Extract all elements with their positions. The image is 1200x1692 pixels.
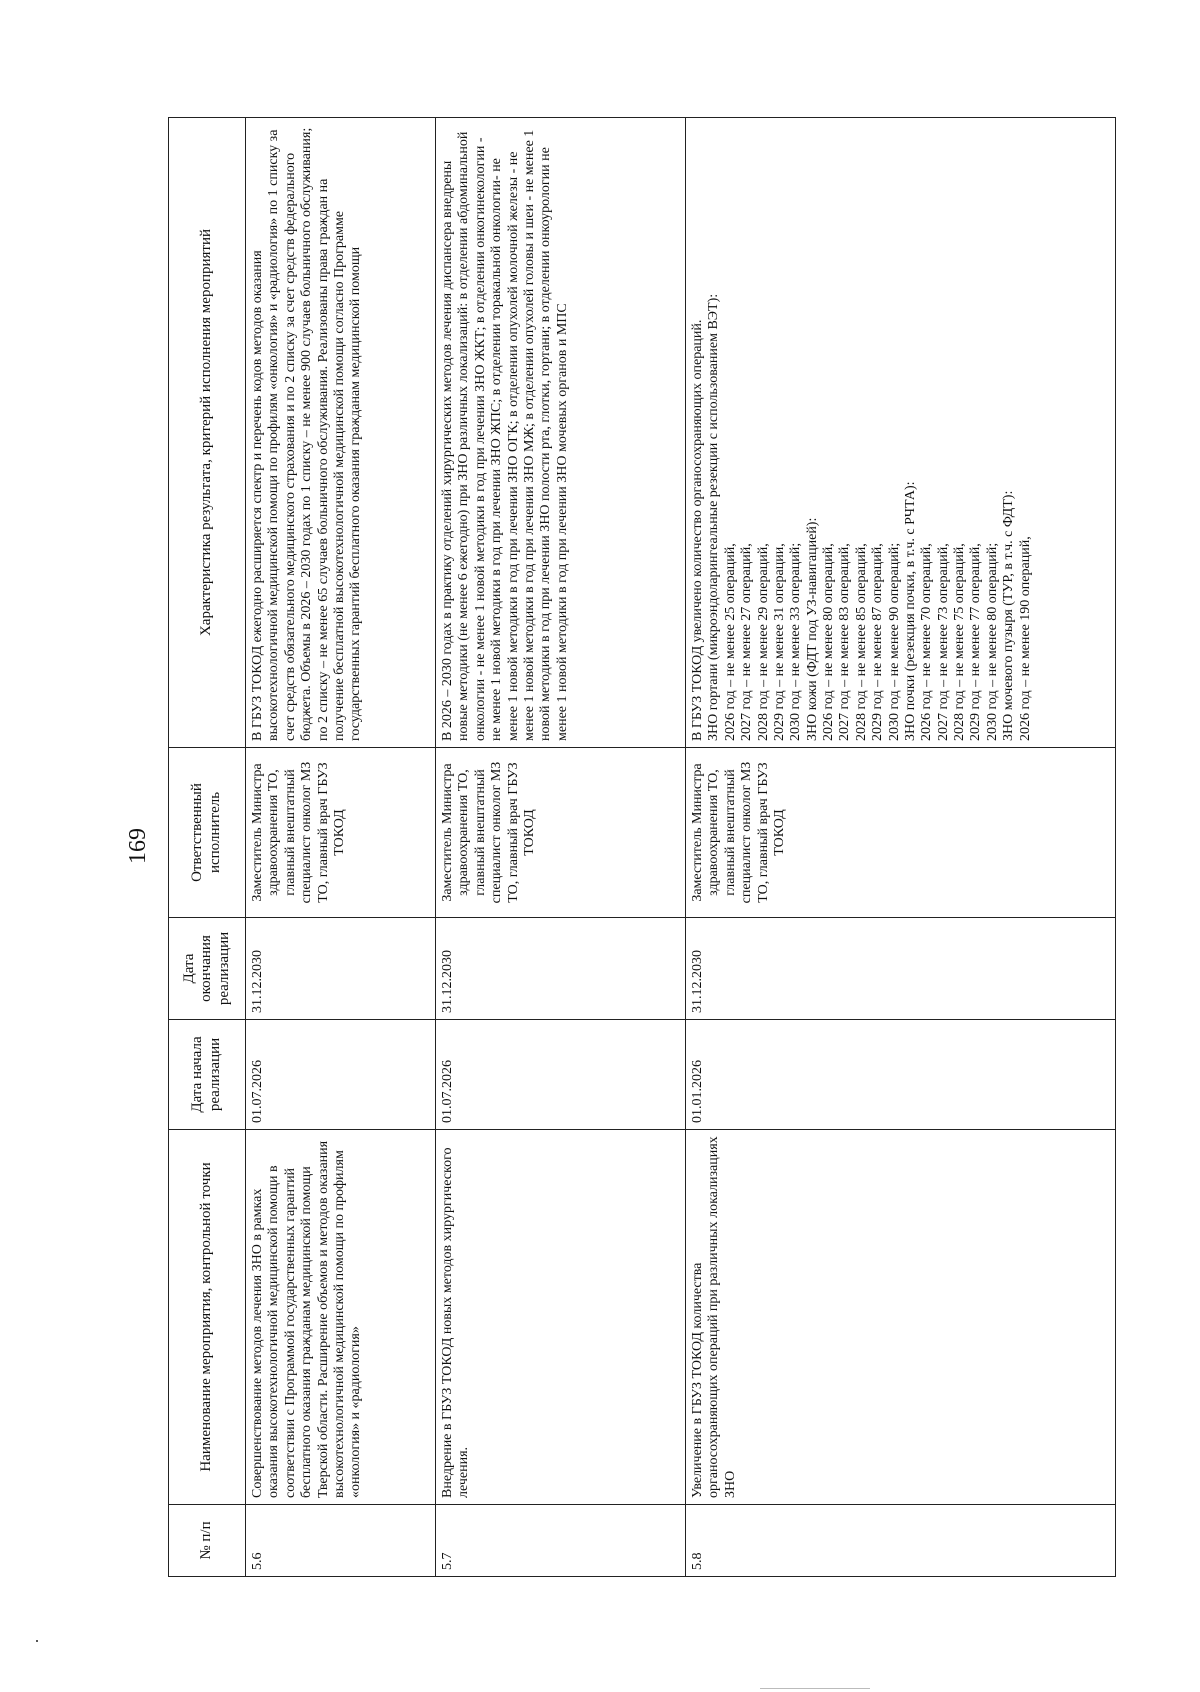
- char-line: 2028 год – не менее 85 операций,: [853, 543, 869, 741]
- row-name: Внедрение в ГБУЗ ТОКОД новых методов хирургического лечения.: [436, 1130, 686, 1505]
- table-row: [686, 118, 1116, 1577]
- page-number: 169: [125, 828, 151, 864]
- char-line: 2029 год – не менее 77 операций,: [968, 543, 984, 741]
- row-responsible: Заместитель Министра здравоохранения ТО, главный внештатный специалист онколог МЗ ТО, главный врач ГБУЗ ТОКОД: [246, 748, 436, 918]
- row-characteristic: В ГБУЗ ТОКОД ежегодно расширяется спектр и перечень кодов методов оказания высокотехнологичной медицинской помощи по профилям «онкология» и «радиология» по 1 списку за счет средств обязательного медицинского страхования и по 2 списку за счет средств федерального бюджета. Объемы в 2026 – 2030 годах по 1 списку – не менее 900 случаев больничного обслуживания; по 2 списку – не менее 65 случаев больничного обслуживания. Реализованы права граждан на получение бесплатной высокотехнологичной медицинской помощи согласно Программе государственных гарантий бесплатного оказания гражданам медицинской помощи: [246, 118, 436, 748]
- table-row: [246, 118, 436, 1577]
- row-num: 5.8: [686, 1505, 1116, 1577]
- row-start: 01.01.2026: [686, 1020, 1116, 1130]
- char-line: ЗНО кожи (ФДТ под УЗ-навигацией):: [804, 517, 820, 741]
- row-start: 01.07.2026: [436, 1020, 686, 1130]
- header-num: № п/п: [169, 1505, 246, 1577]
- row-name: Увеличение в ГБУЗ ТОКОД количества органосохраняющих операций при различных локализациях ЗНО: [686, 1130, 1116, 1505]
- row-characteristic: В 2026 – 2030 годах в практику отделений хирургических методов лечения диспансера внедрены новые методики (не менее 6 ежегодно) при ЗНО различных локализаций: в отделении абдоминальной онкологии - не менее 1 новой методики в год при лечении ЗНО ЖКТ; в отделении онкогинекологии - не менее 1 новой методики в год при лечении ЗНО ЖПС; в отделении торакальной онкологии- не менее 1 новой методики в год при лечении ЗНО ОГК; в отделении опухолей молочной железы - не менее 1 новой методики в год при лечении ЗНО МЖ; в отделении опухолей головы и шеи - не менее 1 новой методики в год при лечении ЗНО полости рта, глотки, гортани; в отделении онкоурологии не менее 1 новой методики в год при лечении ЗНО мочевых органов и МПС: [436, 118, 686, 748]
- char-line: 2026 год – не менее 70 операций,: [919, 543, 935, 741]
- row-end: 31.12.2030: [436, 918, 686, 1020]
- scan-speck: [36, 1640, 38, 1642]
- header-responsible: Ответственный исполнитель: [169, 748, 246, 918]
- table-header-row: [169, 118, 246, 1577]
- header-start: Дата начала реализации: [169, 1020, 246, 1130]
- char-line: 2026 год – не менее 25 операций,: [722, 543, 738, 741]
- header-end: Дата окончания реализации: [169, 918, 246, 1020]
- char-line: 2027 год – не менее 27 операций,: [739, 543, 755, 741]
- scan-speck: [760, 1688, 870, 1689]
- char-line: 2029 год – не менее 31 операции,: [771, 543, 787, 741]
- char-line: 2030 год – не менее 80 операций;: [984, 542, 1000, 741]
- row-end: 31.12.2030: [686, 918, 1116, 1020]
- row-responsible: Заместитель Министра здравоохранения ТО, главный внештатный специалист онколог МЗ ТО, главный врач ГБУЗ ТОКОД: [686, 748, 1116, 918]
- header-name: Наименование мероприятия, контрольной точки: [169, 1130, 246, 1505]
- row-num: 5.6: [246, 1505, 436, 1577]
- row-responsible: Заместитель Министра здравоохранения ТО, главный внештатный специалист онколог МЗ ТО, главный врач ГБУЗ ТОКОД: [436, 748, 686, 918]
- header-characteristic: Характеристика результата, критерий исполнения мероприятий: [169, 118, 246, 748]
- char-line: В ГБУЗ ТОКОД увеличено количество органосохраняющих операций.: [690, 319, 705, 741]
- char-line: 2030 год – не менее 90 операций;: [886, 542, 902, 741]
- char-line: 2029 год – не менее 87 операций,: [870, 543, 886, 741]
- activities-table: [168, 117, 1116, 1577]
- char-line: 2026 год – не менее 80 операций,: [821, 543, 836, 741]
- row-name: Совершенствование методов лечения ЗНО в рамках оказания высокотехнологичной медицинской помощи в соответствии с Программой государственных гарантий бесплатного оказания гражданам медицинской помощи Тверской области. Расширение объемов и методов оказания высокотехнологичной медицинской помощи по профилям «онкология» и «радиология»: [246, 1130, 436, 1505]
- char-line: 2028 год – не менее 75 операций,: [952, 543, 967, 741]
- row-num: 5.7: [436, 1505, 686, 1577]
- char-line: ЗНО почки (резекция почки, в т.ч. с РЧТА):: [902, 481, 918, 741]
- char-line: ЗНО мочевого пузыря (ТУР, в т.ч. с ФДТ):: [1001, 490, 1017, 741]
- table-row: [436, 118, 686, 1577]
- row-start: 01.07.2026: [246, 1020, 436, 1130]
- row-characteristic: [686, 118, 1116, 748]
- row-end: 31.12.2030: [246, 918, 436, 1020]
- char-line: 2030 год – не менее 33 операций;: [788, 542, 804, 741]
- char-line: 2028 год – не менее 29 операций,: [755, 543, 771, 741]
- char-line: 2026 год – не менее 190 операций,: [1017, 536, 1033, 741]
- char-line: 2027 год – не менее 83 операций,: [837, 543, 853, 741]
- rotated-table-container: [168, 117, 1116, 1577]
- char-line: 2027 год – не менее 73 операций,: [935, 543, 951, 741]
- char-line: ЗНО гортани (микроэндоларингеальные резекции с использованием ВЭТ):: [706, 293, 722, 741]
